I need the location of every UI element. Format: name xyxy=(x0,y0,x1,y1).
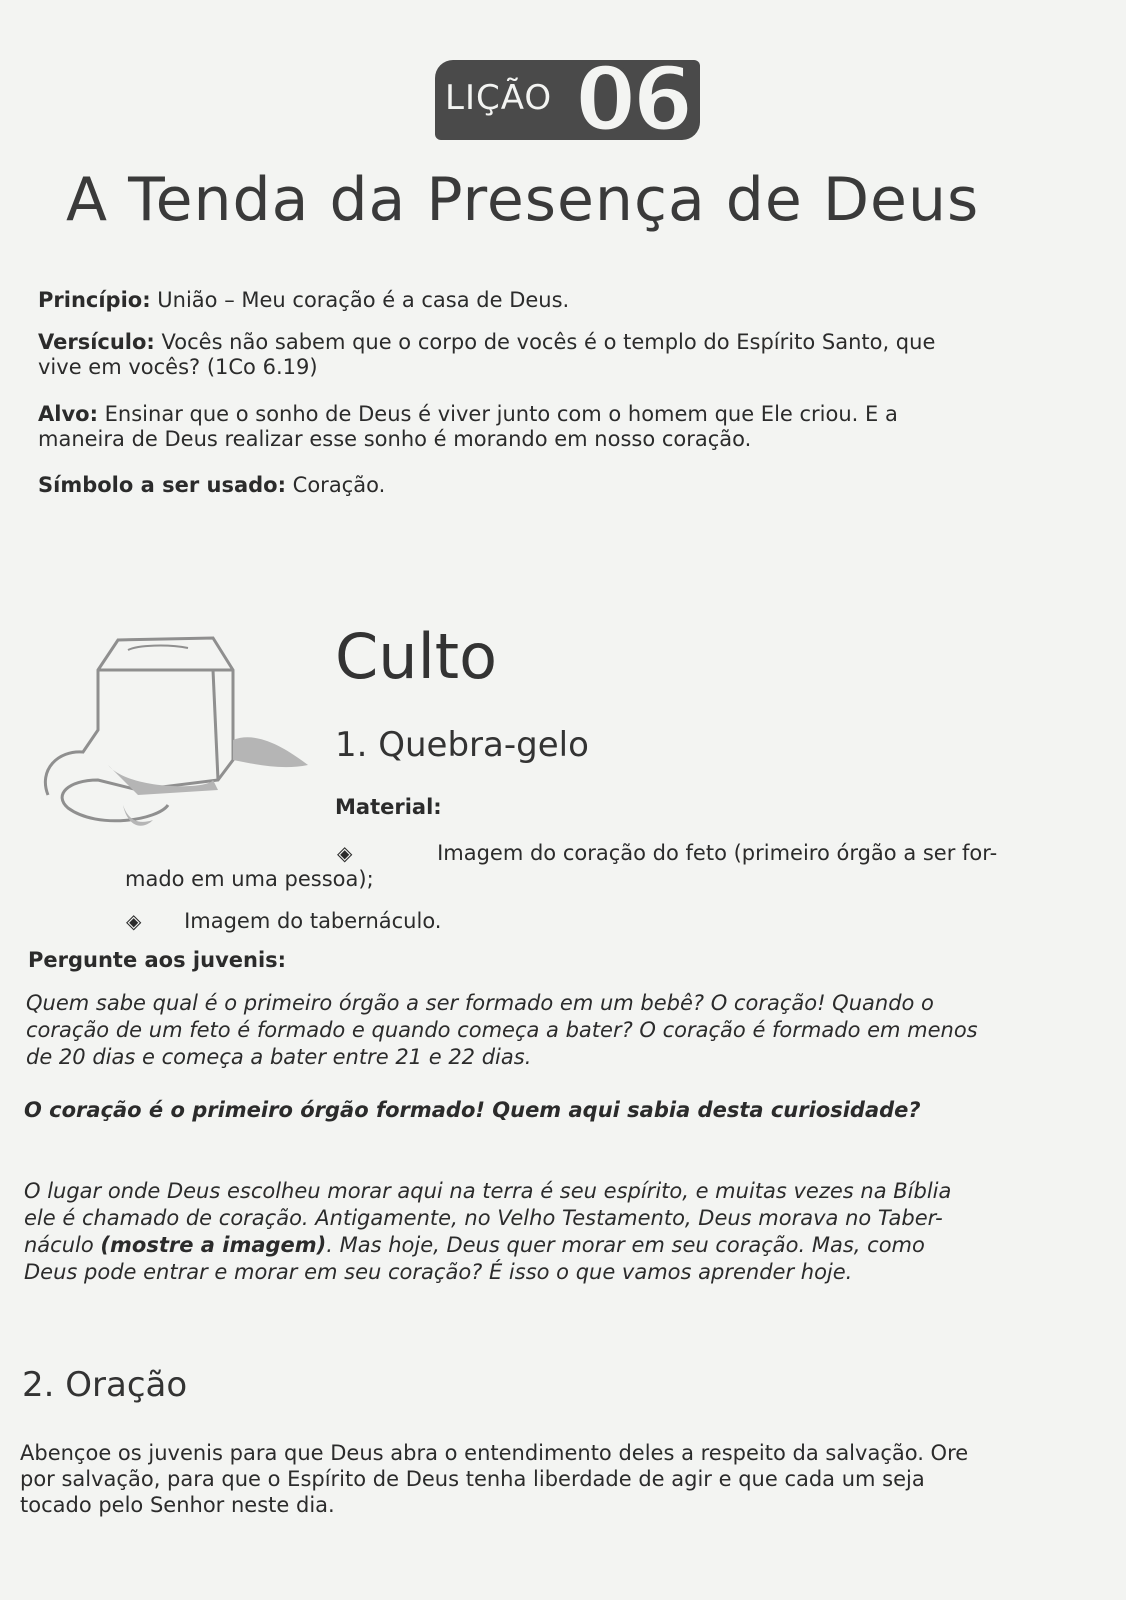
lesson-label: LIÇÃO xyxy=(445,78,553,118)
oracao-line-3: tocado pelo Senhor neste dia. xyxy=(20,1493,335,1517)
explanation-paragraph xyxy=(24,1178,1064,1286)
question-line-1: Quem sabe qual é o primeiro órgão a ser formado em um bebê? O coração! Quando o xyxy=(26,991,934,1015)
lesson-number: 06 xyxy=(575,48,690,151)
alvo-text-2: maneira de Deus realizar esse sonho é morando em nosso coração. xyxy=(38,427,752,451)
versiculo-text-2: vive em vocês? (1Co 6.19) xyxy=(38,355,318,379)
culto-heading: Culto xyxy=(335,620,498,693)
oracao-line-2: por salvação, para que o Espírito de Deus tenha liberdade de agir e que cada um seja xyxy=(20,1467,925,1491)
page-title: A Tenda da Presença de Deus xyxy=(66,165,980,235)
question-paragraph xyxy=(26,990,1066,1071)
versiculo-text-1: Vocês não sabem que o corpo de vocês é o templo do Espírito Santo, que xyxy=(161,330,936,354)
simbolo-text: Coração. xyxy=(292,473,386,497)
simbolo-line xyxy=(38,473,1058,498)
oracao-heading: 2. Oração xyxy=(22,1365,188,1405)
explanation-line-1: O lugar onde Deus escolheu morar aqui na terra é seu espírito, e muitas vezes na Bíblia xyxy=(24,1179,952,1203)
explanation-line-2: ele é chamado de coração. Antigamente, no Velho Testamento, Deus morava no Taber- xyxy=(24,1206,943,1230)
curiosity-text: O coração é o primeiro órgão formado! Quem aqui sabia desta curiosidade? xyxy=(24,1098,921,1122)
explanation-line-3a: náculo xyxy=(24,1233,101,1257)
oracao-line-1: Abençoe os juvenis para que Deus abra o entendimento deles a respeito da salvação. Ore xyxy=(20,1441,969,1465)
question-line-3: de 20 dias e começa a bater entre 21 e 22 dias. xyxy=(26,1045,532,1069)
alvo-label: Alvo: xyxy=(38,402,98,426)
simbolo-label: Símbolo a ser usado: xyxy=(38,473,286,497)
explanation-line-3b: (mostre a imagem) xyxy=(100,1233,327,1257)
principio-label: Princípio: xyxy=(38,288,151,312)
diamond-bullet-icon: ◈ xyxy=(126,909,142,933)
material-item-2 xyxy=(126,908,441,934)
diamond-bullet-icon: ◈ xyxy=(337,841,353,865)
oracao-paragraph xyxy=(20,1440,1080,1518)
versiculo-line xyxy=(38,330,1058,380)
material-item-1 xyxy=(337,840,1097,866)
curiosity-line xyxy=(24,1097,1064,1124)
lesson-badge xyxy=(435,48,700,151)
ask-label: Pergunte aos juvenis: xyxy=(28,948,287,972)
question-line-2: coração de um feto é formado e quando começa a bater? O coração é formado em menos xyxy=(26,1018,978,1042)
ice-cube-icon xyxy=(28,630,318,840)
versiculo-label: Versículo: xyxy=(38,330,155,354)
explanation-line-4: Deus pode entrar e morar em seu coração? É isso o que vamos aprender hoje. xyxy=(24,1260,853,1284)
quebra-gelo-heading: 1. Quebra-gelo xyxy=(335,725,589,765)
material-item-1-line2: mado em uma pessoa); xyxy=(125,867,374,891)
alvo-text-1: Ensinar que o sonho de Deus é viver junto com o homem que Ele criou. E a xyxy=(104,402,898,426)
material-item-1-line1: Imagem do coração do feto (primeiro órgão a ser for- xyxy=(437,841,998,865)
material-label: Material: xyxy=(335,795,442,819)
alvo-line xyxy=(38,402,1058,452)
principio-text: União – Meu coração é a casa de Deus. xyxy=(157,288,570,312)
principio-line xyxy=(38,288,1058,313)
material-item-2-text: Imagem do tabernáculo. xyxy=(184,909,442,933)
explanation-line-3c: . Mas hoje, Deus quer morar em seu coração. Mas, como xyxy=(326,1233,925,1257)
